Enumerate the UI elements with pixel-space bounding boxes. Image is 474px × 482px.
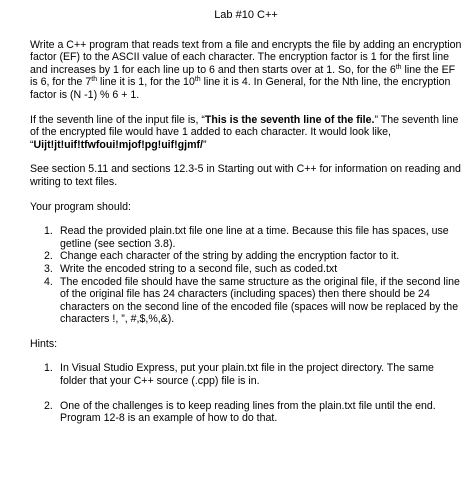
list-item: 1. Read the provided plain.txt file one line at a time. Because this file has spaces, use getline (see section 3.8). [44,225,449,250]
hints-list [30,362,462,424]
reference-paragraph: See section 5.11 and sections 12.3-5 in Starting out with C++ for information on reading and writing to text files. [30,163,461,188]
example-plain-line: This is the seventh line of the file. [204,113,375,126]
list-item: 3. Write the encoded string to a second file, such as coded.txt [44,262,338,275]
list-item: 2. Change each character of the string by adding the encryption factor to it. [44,250,400,263]
requirements-heading: Your program should: [30,200,131,213]
requirements-list [30,225,462,326]
hints-heading: Hints: [30,337,58,350]
list-item: 2. One of the challenges is to keep reading lines from the plain.txt file until the end. Program 12-8 is an example of how to do that. [44,399,436,425]
document-title: Lab #10 C++ [214,9,278,21]
example-encrypted-line: Uijt!jt!uif!tfwfoui!mjof!pg!uif!gjmf/ [33,138,203,151]
list-item: 4. The encoded file should have the same structure as the original file, if the second line of the original file has 24 characters (including spaces) then there should be 24 characters on the second line of the encoded file (spaces will now be replaced by the characters !, ”, #,$,%,&). [44,275,460,326]
list-item: 1. In Visual Studio Express, put your plain.txt file in the project directory. The same folder that your C++ source (.cpp) file is in. [44,362,434,388]
example-paragraph: If the seventh line of the input file is, “This is the seventh line of the file.” The seventh line of the encrypted file would have 1 added to each character. It would look like, “Uijt!jt!uif!tfwfoui!mjof!pg!uif!gjmf/” [30,113,459,151]
intro-paragraph: Write a C++ program that reads text from a file and encrypts the file by adding an encryption factor (EF) to the ASCII value of each character. The encryption factor is 1 for the first line and increases by 1 for each line up to 6 and then starts over at 1. So, for the 6th line the EF is 6, for the 7th line it is 1, for the 10th line it is 4. In General, for the Nth line, the encryption factor is (N -1) % 6 + 1. [30,38,462,101]
